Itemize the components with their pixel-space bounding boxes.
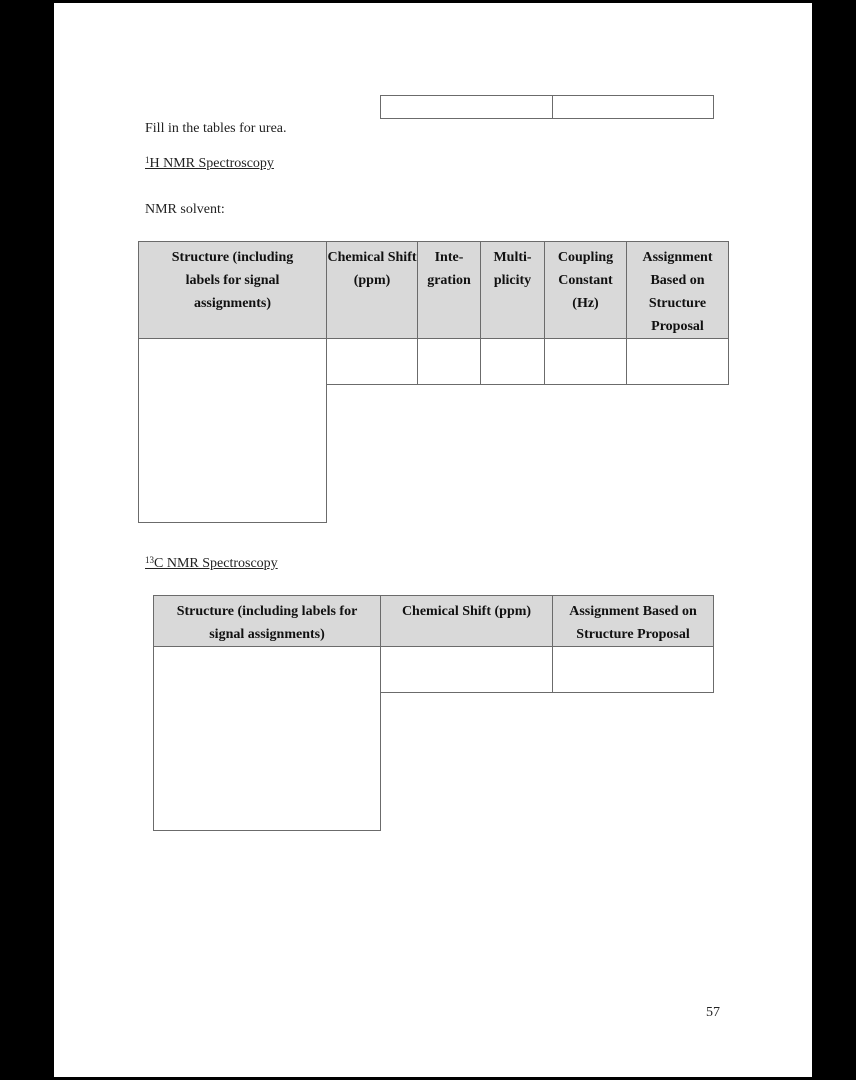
h-nmr-header-assignment: Assignment Based on Structure Proposal bbox=[627, 242, 729, 339]
c-nmr-heading-label: C NMR Spectroscopy bbox=[154, 556, 278, 571]
h-nmr-heading-label: H NMR Spectroscopy bbox=[149, 156, 274, 171]
c-nmr-assignment-cell[interactable] bbox=[553, 647, 714, 693]
h-nmr-header-chemical-shift: Chemical Shift (ppm) bbox=[327, 242, 418, 339]
c-nmr-heading bbox=[145, 556, 278, 572]
h-nmr-integration-cell[interactable] bbox=[418, 339, 481, 385]
h-nmr-structure-cell[interactable] bbox=[139, 339, 327, 523]
c-nmr-header-chemical-shift: Chemical Shift (ppm) bbox=[381, 596, 553, 647]
top-table bbox=[380, 95, 714, 119]
h-nmr-header-integration: Inte-gration bbox=[418, 242, 481, 339]
h-nmr-coupling-cell[interactable] bbox=[545, 339, 627, 385]
h-nmr-header-structure: Structure (including labels for signal assignments) bbox=[139, 242, 327, 339]
c-nmr-heading-sup: 13 bbox=[145, 555, 154, 565]
c-nmr-structure-cell[interactable] bbox=[154, 647, 381, 831]
nmr-solvent-label: NMR solvent: bbox=[145, 202, 225, 217]
c-nmr-table bbox=[153, 595, 714, 831]
h-nmr-chemical-shift-cell[interactable] bbox=[327, 339, 418, 385]
h-nmr-header-coupling-constant: Coupling Constant (Hz) bbox=[545, 242, 627, 339]
c-nmr-header-assignment: Assignment Based on Structure Proposal bbox=[553, 596, 714, 647]
instructions-text: Fill in the tables for urea. bbox=[145, 121, 287, 136]
h-nmr-header-multiplicity: Multi-plicity bbox=[481, 242, 545, 339]
h-nmr-heading bbox=[145, 156, 274, 172]
top-table-cell[interactable] bbox=[553, 96, 714, 119]
h-nmr-heading-sup: 1 bbox=[145, 155, 150, 165]
h-nmr-multiplicity-cell[interactable] bbox=[481, 339, 545, 385]
document-page bbox=[54, 3, 812, 1077]
top-table-cell[interactable] bbox=[381, 96, 553, 119]
c-nmr-chemical-shift-cell[interactable] bbox=[381, 647, 553, 693]
h-nmr-assignment-cell[interactable] bbox=[627, 339, 729, 385]
c-nmr-header-structure: Structure (including labels for signal assignments) bbox=[154, 596, 381, 647]
h-nmr-table bbox=[138, 241, 729, 523]
page-number: 57 bbox=[706, 1005, 720, 1020]
